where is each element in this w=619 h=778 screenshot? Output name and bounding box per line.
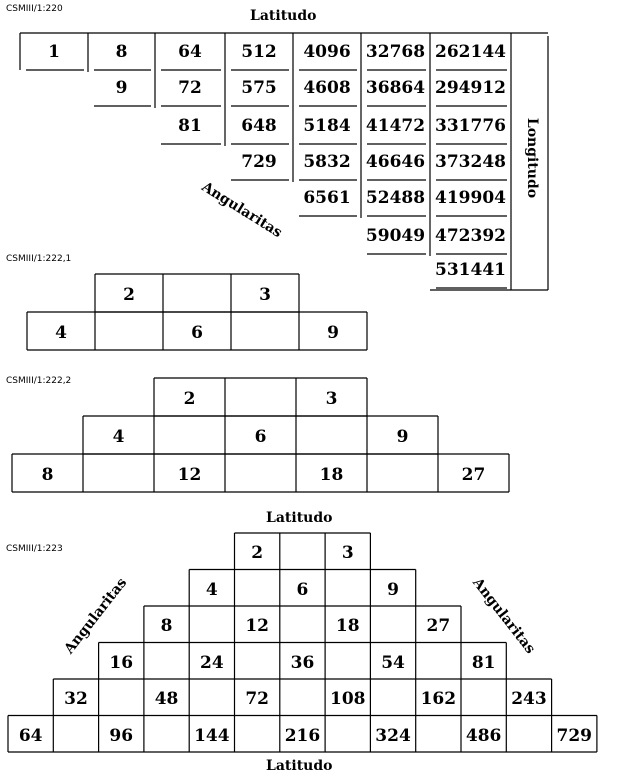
fig1-cell-value: 1 xyxy=(48,42,60,62)
fig1-cell-value: 46646 xyxy=(365,152,426,172)
fig3-cell-value: 2 xyxy=(183,389,196,409)
fig4-cell-value: 4 xyxy=(205,579,218,600)
figure-4-right-label: Angularitas xyxy=(469,575,539,657)
fig3-cell-value: 8 xyxy=(41,465,54,485)
fig1-cell-value: 5184 xyxy=(303,116,351,136)
fig2-cell-value: 4 xyxy=(55,323,67,343)
fig1-cell-value: 64 xyxy=(178,42,202,62)
fig1-cell-value: 32768 xyxy=(365,42,426,62)
fig3-cell-value: 27 xyxy=(461,465,486,485)
fig1-cell-value: 373248 xyxy=(435,152,506,172)
fig2-cell-value: 3 xyxy=(259,285,271,305)
fig4-cell-value: 96 xyxy=(109,725,134,746)
figure-3-caption: CSMIII/1:222,2 xyxy=(6,376,72,386)
fig1-cell-value: 729 xyxy=(241,152,277,172)
fig4-cell-value: 8 xyxy=(160,616,173,637)
figure-1-top-label: Latitudo xyxy=(250,8,317,24)
fig4-cell-value: 81 xyxy=(471,652,496,673)
fig1-cell-value: 6561 xyxy=(303,188,351,208)
fig4-cell-value: 3 xyxy=(341,543,354,564)
fig4-cell-value: 486 xyxy=(465,725,502,746)
fig4-cell-value: 108 xyxy=(329,689,366,710)
fig1-cell-value: 575 xyxy=(241,78,277,98)
fig3-cell-value: 6 xyxy=(254,427,267,447)
fig4-cell-value: 162 xyxy=(420,689,457,710)
fig1-cell-value: 531441 xyxy=(435,260,506,280)
fig3-cell-value: 12 xyxy=(177,465,202,485)
fig1-cell-value: 8 xyxy=(115,42,128,62)
fig4-cell-value: 18 xyxy=(335,616,360,637)
figure-2-caption: CSMIII/1:222,1 xyxy=(6,254,72,264)
fig1-cell-value: 4608 xyxy=(303,78,351,98)
fig1-cell-value: 41472 xyxy=(365,116,426,136)
fig4-cell-value: 6 xyxy=(296,579,309,600)
fig2-cell-value: 2 xyxy=(123,285,135,305)
fig1-cell-value: 9 xyxy=(115,78,128,98)
fig1-cell-value: 419904 xyxy=(435,188,506,208)
fig1-cell-value: 36864 xyxy=(365,78,426,98)
fig3-cell-value: 3 xyxy=(325,389,338,409)
fig4-cell-value: 12 xyxy=(245,616,269,637)
fig1-cell-value: 472392 xyxy=(435,226,506,246)
fig4-cell-value: 144 xyxy=(194,725,230,746)
figure-1-caption: CSMIII/1:220 xyxy=(6,4,63,14)
fig4-cell-value: 2 xyxy=(251,543,264,564)
fig1-cell-value: 4096 xyxy=(303,42,351,62)
fig4-cell-value: 54 xyxy=(381,652,405,673)
fig4-cell-value: 16 xyxy=(109,652,134,673)
fig1-cell-value: 5832 xyxy=(303,152,351,172)
fig1-cell-value: 52488 xyxy=(365,188,426,208)
fig1-cell-value: 72 xyxy=(178,78,202,98)
fig3-cell-value: 9 xyxy=(396,427,409,447)
figure-1-diagonal-label: Angularitas xyxy=(198,178,285,242)
fig4-cell-value: 48 xyxy=(154,689,179,710)
fig4-cell-value: 64 xyxy=(18,725,43,746)
fig1-cell-value: 59049 xyxy=(365,226,426,246)
fig2-cell-value: 6 xyxy=(191,323,203,343)
fig4-cell-value: 729 xyxy=(556,725,592,746)
fig3-cell-value: 18 xyxy=(319,465,344,485)
fig1-cell-value: 294912 xyxy=(435,78,506,98)
fig4-cell-value: 36 xyxy=(290,652,315,673)
figure-4-left-label: Angularitas xyxy=(61,575,131,657)
fig1-cell-value: 81 xyxy=(178,116,202,136)
fig1-cell-value: 262144 xyxy=(435,42,506,62)
fig4-cell-value: 72 xyxy=(245,689,269,710)
fig4-cell-value: 9 xyxy=(387,579,399,600)
figure-4-top-label: Latitudo xyxy=(266,510,333,526)
fig1-cell-value: 331776 xyxy=(435,116,506,136)
fig1-cell-value: 648 xyxy=(241,116,277,136)
fig4-cell-value: 32 xyxy=(64,689,88,710)
figure-1-right-label: Longitudo xyxy=(524,117,541,199)
fig4-cell-value: 216 xyxy=(284,725,321,746)
fig4-cell-value: 243 xyxy=(511,689,547,710)
fig4-cell-value: 24 xyxy=(200,652,224,673)
fig4-cell-value: 324 xyxy=(375,725,411,746)
fig1-cell-value: 512 xyxy=(241,42,277,62)
figure-4-bottom-label: Latitudo xyxy=(266,758,333,774)
figure-4-caption: CSMIII/1:223 xyxy=(6,544,63,554)
fig2-cell-value: 9 xyxy=(327,323,339,343)
fig3-cell-value: 4 xyxy=(112,427,125,447)
fig4-cell-value: 27 xyxy=(426,616,451,637)
